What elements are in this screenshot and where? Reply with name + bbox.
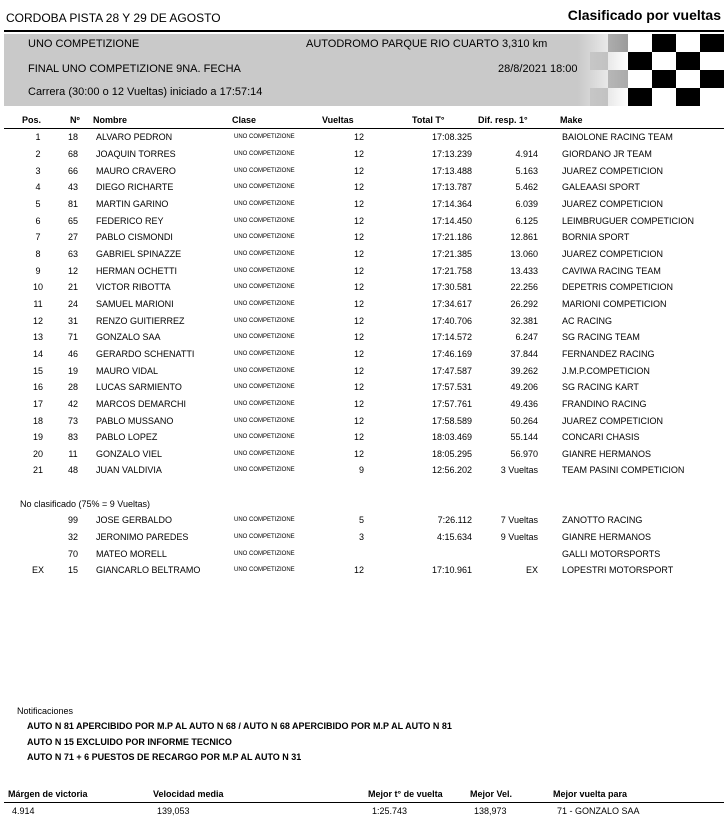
cell-diff: 50.264 [510, 416, 538, 426]
best-lap-time-label: Mejor t° de vuelta [368, 789, 443, 799]
col-class: Clase [232, 115, 257, 125]
cell-name: MAURO CRAVERO [96, 166, 176, 176]
cell-diff: 49.436 [510, 399, 538, 409]
cell-diff: 55.144 [510, 432, 538, 442]
cell-total: 17:21.758 [431, 266, 472, 276]
cell-name: GONZALO VIEL [96, 449, 163, 459]
table-row [0, 363, 727, 380]
table-row [0, 329, 727, 346]
cell-make: GIORDANO JR TEAM [562, 149, 652, 159]
cell-pos: 11 [33, 299, 43, 309]
best-speed-value: 138,973 [474, 806, 507, 816]
cell-num: 71 [67, 332, 78, 342]
cell-num: 48 [67, 465, 78, 475]
cell-diff: 6.039 [515, 199, 538, 209]
cell-num: 32 [67, 532, 78, 542]
cell-laps: 12 [353, 366, 364, 376]
cell-laps: 12 [353, 332, 364, 342]
cell-num: 43 [67, 182, 78, 192]
cell-laps: 12 [353, 199, 364, 209]
cell-total: 18:03.469 [431, 432, 472, 442]
table-row [0, 562, 727, 579]
cell-pos: 9 [35, 266, 41, 276]
cell-pos: 1 [35, 132, 41, 142]
cell-laps: 12 [353, 416, 364, 426]
cell-num: 15 [67, 565, 78, 575]
cell-total: 17:10.961 [431, 565, 472, 575]
cell-name: PABLO LOPEZ [96, 432, 158, 442]
cell-total: 17:13.787 [431, 182, 472, 192]
table-row [0, 229, 727, 246]
cell-make: FERNANDEZ RACING [562, 349, 655, 359]
cell-make: GIANRE HERMANOS [562, 449, 652, 459]
cell-pos: 3 [35, 166, 41, 176]
cell-total: 17:21.186 [431, 232, 472, 242]
table-row [0, 379, 727, 396]
cell-name: GERARDO SCHENATTI [96, 349, 195, 359]
cell-pos: 14 [32, 349, 43, 359]
cell-pos: 12 [32, 316, 43, 326]
cell-class: UNO COMPETIZIONE [234, 534, 295, 540]
cell-pos: 16 [32, 382, 43, 392]
table-row [0, 179, 727, 196]
notification-item: AUTO N 15 EXCLUIDO POR INFORME TECNICO [27, 737, 232, 747]
cell-total: 7:26.112 [437, 515, 472, 525]
cell-diff: 13.060 [510, 249, 538, 259]
cell-laps: 12 [353, 216, 364, 226]
cell-laps: 12 [353, 299, 364, 309]
cell-class: UNO COMPETIZIONE [234, 567, 295, 573]
table-row [0, 546, 727, 563]
table-row [0, 296, 727, 313]
cell-class: UNO COMPETIZIONE [234, 401, 295, 407]
cell-name: JOSE GERBALDO [96, 515, 173, 525]
cell-make: FRANDINO RACING [562, 399, 647, 409]
cell-num: 12 [67, 266, 78, 276]
cell-diff: 9 Vueltas [500, 532, 538, 542]
cell-num: 73 [67, 416, 78, 426]
cell-num: 83 [67, 432, 78, 442]
avg-speed-value: 139,053 [157, 806, 190, 816]
table-row [0, 279, 727, 296]
cell-name: MARCOS DEMARCHI [96, 399, 187, 409]
cell-make: SG RACING TEAM [562, 332, 640, 342]
cell-num: 46 [67, 349, 78, 359]
col-laps: Vueltas [322, 115, 354, 125]
cell-class: UNO COMPETIZIONE [234, 384, 295, 390]
table-row [0, 246, 727, 263]
category-label: UNO COMPETIZIONE [28, 38, 140, 50]
not-classified-label: No clasificado (75% = 9 Vueltas) [20, 499, 150, 509]
cell-class: UNO COMPETIZIONE [234, 318, 295, 324]
cell-total: 17:21.385 [431, 249, 472, 259]
margin-label: Márgen de victoria [8, 789, 88, 799]
col-pos: Pos. [22, 115, 42, 125]
table-row [0, 129, 727, 146]
notifications-title: Notificaciones [17, 706, 74, 716]
cell-total: 17:46.169 [431, 349, 472, 359]
cell-laps: 12 [353, 149, 364, 159]
cell-make: AC RACING [562, 316, 613, 326]
cell-diff: 49.206 [510, 382, 538, 392]
cell-name: MARTIN GARINO [96, 199, 169, 209]
cell-laps: 12 [353, 432, 364, 442]
cell-total: 17:58.589 [431, 416, 472, 426]
event-title: CORDOBA PISTA 28 Y 29 DE AGOSTO [6, 11, 221, 25]
best-lap-time-value: 1:25.743 [372, 806, 408, 816]
cell-name: PABLO MUSSANO [96, 416, 174, 426]
cell-pos: 15 [32, 366, 43, 376]
cell-num: 24 [67, 299, 78, 309]
summary-header [4, 787, 724, 803]
circuit-label: AUTODROMO PARQUE RIO CUARTO 3,310 km [306, 38, 548, 50]
cell-pos: EX [31, 565, 44, 575]
cell-pos: 17 [32, 399, 43, 409]
cell-pos: 13 [32, 332, 43, 342]
cell-name: MATEO MORELL [96, 549, 167, 559]
cell-name: GONZALO SAA [96, 332, 161, 342]
cell-laps: 12 [353, 349, 364, 359]
best-speed-label: Mejor Vel. [470, 789, 513, 799]
cell-class: UNO COMPETIZIONE [234, 351, 295, 357]
cell-make: DEPETRIS COMPETICION [562, 282, 674, 292]
cell-name: MAURO VIDAL [96, 366, 159, 376]
cell-diff: 5.462 [515, 182, 538, 192]
cell-name: GABRIEL SPINAZZE [96, 249, 182, 259]
cell-class: UNO COMPETIZIONE [234, 234, 295, 240]
cell-class: UNO COMPETIZIONE [234, 517, 295, 523]
cell-name: SAMUEL MARIONI [96, 299, 174, 309]
best-lap-for-value: 71 - GONZALO SAA [557, 806, 640, 816]
cell-name: VICTOR RIBOTTA [96, 282, 171, 292]
cell-diff: 3 Vueltas [500, 465, 538, 475]
checkered-flag-icon [578, 34, 724, 106]
table-row [0, 413, 727, 430]
cell-name: DIEGO RICHARTE [96, 182, 174, 192]
cell-make: BORNIA SPORT [562, 232, 630, 242]
cell-diff: 7 Vueltas [500, 515, 538, 525]
cell-class: UNO COMPETIZIONE [234, 134, 295, 140]
session-datetime: 28/8/2021 18:00 [498, 63, 578, 75]
cell-num: 81 [67, 199, 78, 209]
cell-name: LUCAS SARMIENTO [96, 382, 182, 392]
cell-name: JERONIMO PAREDES [96, 532, 189, 542]
cell-diff: 26.292 [510, 299, 538, 309]
cell-laps: 12 [353, 282, 364, 292]
cell-class: UNO COMPETIZIONE [234, 218, 295, 224]
cell-total: 17:13.488 [431, 166, 472, 176]
cell-num: 68 [67, 149, 78, 159]
cell-pos: 6 [35, 216, 41, 226]
cell-diff: 5.163 [515, 166, 538, 176]
cell-pos: 10 [32, 282, 43, 292]
cell-diff: 32.381 [510, 316, 538, 326]
cell-diff: 12.861 [510, 232, 538, 242]
cell-class: UNO COMPETIZIONE [234, 284, 295, 290]
cell-class: UNO COMPETIZIONE [234, 418, 295, 424]
cell-total: 17:08.325 [431, 132, 472, 142]
cell-class: UNO COMPETIZIONE [234, 251, 295, 257]
cell-diff: 6.247 [515, 332, 538, 342]
cell-total: 18:05.295 [431, 449, 472, 459]
cell-laps: 12 [353, 266, 364, 276]
cell-total: 17:40.706 [431, 316, 472, 326]
table-row [0, 446, 727, 463]
cell-make: BAIOLONE RACING TEAM [562, 132, 673, 142]
avg-speed-label: Velocidad media [153, 789, 224, 799]
race-info: Carrera (30:00 o 12 Vueltas) iniciado a 17:57:14 [28, 86, 263, 98]
cell-total: 17:13.239 [431, 149, 472, 159]
cell-make: CAVIWA RACING TEAM [562, 266, 661, 276]
cell-pos: 5 [35, 199, 41, 209]
col-number: Nº [70, 115, 80, 125]
cell-num: 27 [67, 232, 78, 242]
cell-diff: 37.844 [510, 349, 538, 359]
cell-class: UNO COMPETIZIONE [234, 368, 295, 374]
cell-laps: 12 [353, 182, 364, 192]
cell-diff: 13.433 [510, 266, 538, 276]
cell-pos: 2 [35, 149, 41, 159]
cell-laps: 12 [353, 166, 364, 176]
table-row [0, 512, 727, 529]
cell-make: MARIONI COMPETICION [562, 299, 667, 309]
cell-make: GIANRE HERMANOS [562, 532, 652, 542]
table-row [0, 396, 727, 413]
cell-make: GALEAASI SPORT [562, 182, 640, 192]
table-row [0, 196, 727, 213]
table-row [0, 429, 727, 446]
table-row [0, 263, 727, 280]
cell-make: LOPESTRI MOTORSPORT [562, 565, 674, 575]
cell-num: 19 [67, 366, 78, 376]
cell-total: 4:15.634 [436, 532, 472, 542]
cell-class: UNO COMPETIZIONE [234, 268, 295, 274]
cell-laps: 3 [358, 532, 364, 542]
table-row [0, 529, 727, 546]
cell-laps: 12 [353, 565, 364, 575]
cell-laps: 12 [353, 132, 364, 142]
table-row [0, 213, 727, 230]
cell-pos: 20 [32, 449, 43, 459]
cell-class: UNO COMPETIZIONE [234, 334, 295, 340]
cell-make: CONCARI CHASIS [562, 432, 640, 442]
cell-diff: 56.970 [510, 449, 538, 459]
cell-name: HERMAN OCHETTI [96, 266, 177, 276]
cell-total: 17:30.581 [431, 282, 472, 292]
cell-class: UNO COMPETIZIONE [234, 434, 295, 440]
cell-laps: 12 [353, 399, 364, 409]
cell-class: UNO COMPETIZIONE [234, 451, 295, 457]
margin-value: 4.914 [12, 806, 35, 816]
cell-num: 28 [67, 382, 78, 392]
cell-diff: 6.125 [515, 216, 538, 226]
table-row [0, 163, 727, 180]
cell-make: JUAREZ COMPETICION [562, 249, 664, 259]
cell-make: SG RACING KART [562, 382, 639, 392]
cell-laps: 12 [353, 449, 364, 459]
cell-diff: EX [525, 565, 538, 575]
col-name: Nombre [93, 115, 128, 125]
best-lap-for-label: Mejor vuelta para [553, 789, 628, 799]
cell-num: 65 [67, 216, 78, 226]
cell-name: RENZO GUITIERREZ [96, 316, 185, 326]
col-total: Total T° [412, 115, 445, 125]
cell-make: JUAREZ COMPETICION [562, 166, 664, 176]
cell-total: 17:57.761 [431, 399, 472, 409]
cell-name: ALVARO PEDRON [96, 132, 173, 142]
cell-total: 17:34.617 [431, 299, 472, 309]
cell-num: 31 [67, 316, 78, 326]
table-row [0, 346, 727, 363]
results-column-header [4, 113, 724, 129]
cell-make: GALLI MOTORSPORTS [562, 549, 661, 559]
cell-pos: 21 [32, 465, 43, 475]
cell-make: ZANOTTO RACING [562, 515, 643, 525]
col-make: Make [560, 115, 583, 125]
cell-make: J.M.P.COMPETICION [562, 366, 650, 376]
cell-total: 17:57.531 [431, 382, 472, 392]
cell-total: 12:56.202 [431, 465, 472, 475]
cell-total: 17:47.587 [431, 366, 472, 376]
cell-class: UNO COMPETIZIONE [234, 151, 295, 157]
cell-num: 63 [67, 249, 78, 259]
table-row [0, 146, 727, 163]
cell-total: 17:14.572 [431, 332, 472, 342]
notification-item: AUTO N 81 APERCIBIDO POR M.P AL AUTO N 68 / AUTO N 68 APERCIBIDO POR M.P AL AUTO N 81 [27, 721, 452, 731]
table-row [0, 462, 727, 479]
session-label: FINAL UNO COMPETIZIONE 9NA. FECHA [28, 63, 241, 75]
cell-class: UNO COMPETIZIONE [234, 168, 295, 174]
notification-item: AUTO N 71 + 6 PUESTOS DE RECARGO POR M.P AL AUTO N 31 [27, 752, 302, 762]
table-row [0, 313, 727, 330]
cell-num: 66 [67, 166, 78, 176]
cell-class: UNO COMPETIZIONE [234, 301, 295, 307]
cell-num: 18 [67, 132, 78, 142]
cell-diff: 22.256 [510, 282, 538, 292]
cell-laps: 12 [353, 249, 364, 259]
cell-class: UNO COMPETIZIONE [234, 467, 295, 473]
cell-laps: 12 [353, 316, 364, 326]
cell-name: JUAN VALDIVIA [96, 465, 162, 475]
cell-laps: 5 [358, 515, 364, 525]
cell-num: 70 [67, 549, 78, 559]
cell-diff: 39.262 [510, 366, 538, 376]
cell-make: JUAREZ COMPETICION [562, 416, 664, 426]
cell-diff: 4.914 [515, 149, 538, 159]
cell-name: GIANCARLO BELTRAMO [96, 565, 201, 575]
cell-laps: 9 [358, 465, 364, 475]
cell-pos: 7 [35, 232, 41, 242]
cell-name: JOAQUIN TORRES [96, 149, 176, 159]
cell-make: TEAM PASINI COMPETICION [562, 465, 685, 475]
cell-num: 11 [68, 449, 78, 459]
cell-make: JUAREZ COMPETICION [562, 199, 664, 209]
cell-class: UNO COMPETIZIONE [234, 551, 295, 557]
cell-pos: 19 [32, 432, 43, 442]
cell-total: 17:14.450 [431, 216, 472, 226]
cell-name: FEDERICO REY [96, 216, 164, 226]
cell-class: UNO COMPETIZIONE [234, 201, 295, 207]
col-diff: Dif. resp. 1° [478, 115, 528, 125]
cell-num: 42 [67, 399, 78, 409]
cell-laps: 12 [353, 382, 364, 392]
cell-pos: 8 [35, 249, 41, 259]
cell-pos: 18 [32, 416, 43, 426]
cell-laps: 12 [353, 232, 364, 242]
cell-num: 99 [67, 515, 78, 525]
cell-pos: 4 [35, 182, 41, 192]
report-title: Clasificado por vueltas [567, 7, 721, 23]
cell-total: 17:14.364 [431, 199, 472, 209]
cell-class: UNO COMPETIZIONE [234, 184, 295, 190]
cell-name: PABLO CISMONDI [96, 232, 173, 242]
cell-num: 21 [67, 282, 78, 292]
cell-make: LEIMBRUGUER COMPETICION [562, 216, 695, 226]
